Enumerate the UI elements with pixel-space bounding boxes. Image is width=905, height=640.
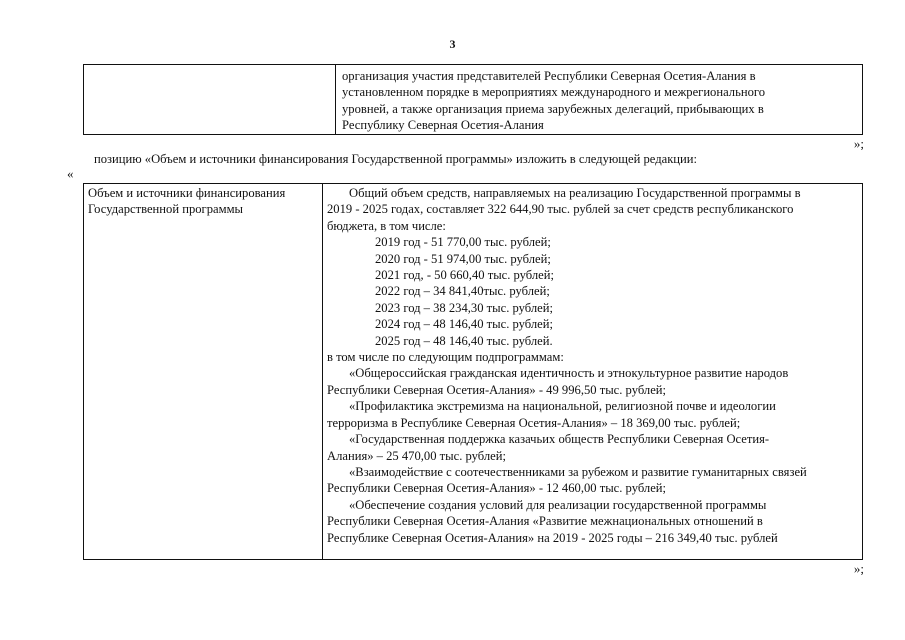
text-line: Республики Северная Осетия-Алания» - 12 460,00 тыс. рублей; — [327, 481, 667, 496]
year-line: 2021 год, - 50 660,40 тыс. рублей; — [375, 268, 555, 283]
page-number: 3 — [449, 37, 456, 51]
subprogram-item — [327, 431, 858, 464]
text-line: «Обеспечение создания условий для реализации государственной программы — [349, 497, 767, 512]
previous-position-table — [83, 64, 863, 135]
text-line: Республики Северная Осетия-Алания» - 49 996,50 тыс. рублей; — [327, 382, 667, 397]
subprogram-item — [327, 398, 858, 431]
year-line: 2020 год - 51 974,00 тыс. рублей; — [375, 251, 551, 266]
financing-content-cell — [323, 184, 863, 560]
text-line: «Взаимодействие с соотечественниками за рубежом и развитие гуманитарных связей — [349, 464, 807, 479]
text-line: уровней, а также организация приема зарубежных делегаций, прибывающих в — [342, 101, 764, 116]
text-line: Алания» – 25 470,00 тыс. рублей; — [327, 448, 506, 463]
text-line: терроризма в Республике Северная Осетия-Алания» – 18 369,00 тыс. рублей; — [327, 415, 741, 430]
text-line: «Профилактика экстремизма на национальной, религиозной почве и идеологии — [349, 399, 776, 414]
year-line: 2023 год – 38 234,30 тыс. рублей; — [375, 300, 553, 315]
label-line: Государственной программы — [88, 202, 244, 217]
financing-label-cell — [84, 184, 323, 560]
intro-text: позицию «Объем и источники финансирования Государственной программы» изложить в следующей редакции: — [94, 152, 698, 166]
text-line: Республику Северная Осетия-Алания — [342, 118, 544, 133]
text-line: организация участия представителей Республики Северная Осетия-Алания в — [342, 69, 756, 83]
previous-position-text — [336, 65, 863, 135]
text-line: «Государственная поддержка казачьих обществ Республики Северная Осетия- — [349, 432, 770, 447]
empty-label-cell — [84, 65, 336, 135]
text-line: «Общероссийская гражданская идентичность и этнокультурное развитие народов — [349, 366, 789, 381]
year-line: 2025 год – 48 146,40 тыс. рублей. — [375, 333, 553, 348]
text-line: установленном порядке в мероприятиях международного и межрегионального — [342, 85, 766, 100]
financing-table — [83, 183, 863, 560]
year-line: 2024 год – 48 146,40 тыс. рублей; — [375, 317, 553, 332]
year-line: 2019 год - 51 770,00 тыс. рублей; — [375, 235, 551, 250]
text-line: Республики Северная Осетия-Алания «Развитие межнациональных отношений в — [327, 514, 763, 529]
opening-quote: « — [67, 166, 74, 181]
closing-quote-2: »; — [853, 561, 864, 576]
text-line: Общий объем средств, направляемых на реализацию Государственной программы в — [349, 186, 801, 200]
year-line: 2022 год – 34 841,40тыс. рублей; — [375, 284, 550, 299]
summary-paragraph — [327, 185, 858, 234]
subprogram-item — [327, 464, 858, 497]
label-line: Объем и источники финансирования — [88, 186, 286, 200]
subprograms-intro: в том числе по следующим подпрограммам: — [327, 350, 564, 365]
subprogram-item — [327, 365, 858, 398]
text-line: 2019 - 2025 годах, составляет 322 644,90 тыс. рублей за счет средств республиканского — [327, 202, 794, 217]
subprogram-item — [327, 497, 858, 546]
closing-quote-1: »; — [853, 136, 864, 151]
text-line: бюджета, в том числе: — [327, 218, 446, 233]
text-line: Республике Северная Осетия-Алания» на 2019 - 2025 годы – 216 349,40 тыс. рублей — [327, 530, 778, 545]
